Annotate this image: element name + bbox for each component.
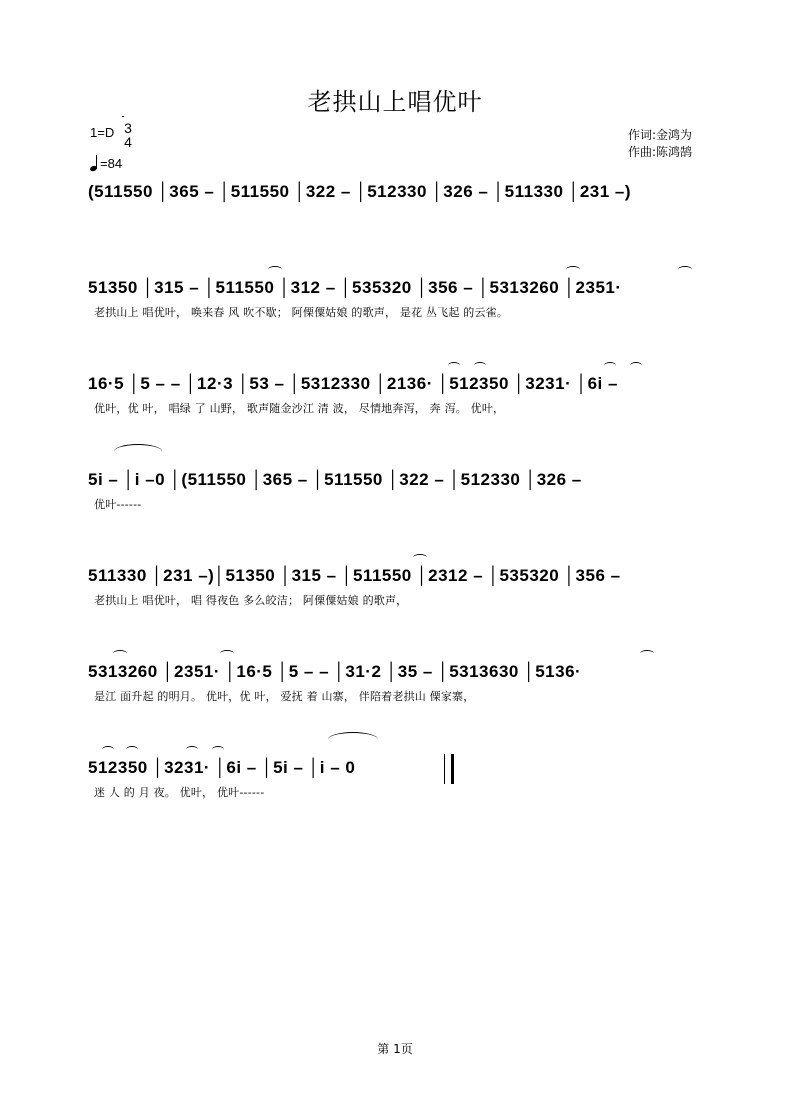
lyric-line: 老拱山上 唱优叶， 唱 得夜色 多么皎洁； 阿傈僳姑娘 的歌声，	[94, 594, 408, 607]
slur-mark	[474, 362, 486, 369]
lyric-line: 优叶，优 叶， 唱绿 了 山野， 歌声随金沙江 清 波， 尽情地奔泻， 奔 泻。 优叶，	[94, 402, 505, 415]
key-label: 1=D	[90, 125, 115, 140]
score-row-6	[88, 662, 728, 722]
slur-mark	[113, 650, 127, 657]
notation-line: 511330 │231 –)│51350 │315 – │511550 │2312 – │535320 │356 –	[88, 566, 621, 585]
slur-mark	[212, 746, 224, 753]
time-numerator: 3	[124, 120, 132, 136]
song-title: 老拱山上唱优叶	[307, 88, 483, 116]
slur-mark	[102, 746, 114, 753]
notation-line: 51350 │315 – │511550 │312 – │535320 │356 – │5313260 │2351·	[88, 278, 622, 297]
score-row-7	[88, 758, 728, 818]
slur-mark	[413, 554, 427, 561]
page-number: 第 1页	[377, 1042, 413, 1056]
composer: 作曲:陈鸿鹄	[628, 145, 693, 159]
slur-mark	[678, 266, 692, 273]
lyricist: 作词:金鸿为	[628, 128, 693, 142]
key-signature	[90, 120, 132, 150]
slur-mark	[448, 362, 460, 369]
lyric-line: 老拱山上 唱优叶， 唤来春 风 吹不歇； 阿傈僳姑娘 的歌声， 是花 丛飞起 的云雀。	[94, 306, 509, 319]
notation-line: 5i – │i –0 │(511550 │365 – │511550 │322 – │512330 │326 –	[88, 470, 582, 489]
quarter-note-icon	[90, 157, 100, 171]
score-row-4	[88, 470, 728, 530]
slur-mark	[126, 746, 138, 753]
time-signature	[122, 121, 134, 149]
slur-mark	[268, 266, 282, 273]
slur-mark	[186, 746, 198, 753]
slur-mark	[566, 266, 580, 273]
lyric-line: 是江 面升起 的明月。 优叶，优 叶， 爱抚 着 山寨， 伴陪着老拱山 傈家寨，	[94, 690, 475, 703]
tempo-value: =84	[100, 156, 123, 171]
score-row-3	[88, 374, 728, 434]
credits	[628, 127, 692, 161]
slur-mark	[328, 732, 378, 747]
slur-mark	[220, 650, 234, 657]
notation-line: 512350 │3231· │6i – │5i – │i – 0	[88, 758, 356, 777]
lyric-line: 迷 人 的 月 夜。 优叶， 优叶------	[94, 786, 265, 799]
slur-mark	[640, 650, 654, 657]
final-barline	[444, 754, 454, 784]
notation-line: 5313260 │2351· │16·5 │5 – – │31·2 │35 – │5313630 │5136·	[88, 662, 582, 681]
notation-line: 16·5 │5 – – │12·3 │53 – │5312330 │2136· │512350 │3231· │6i –	[88, 374, 618, 393]
score-row-1	[88, 182, 728, 242]
tempo-marking	[90, 156, 122, 171]
notation-line: (511550 │365 – │511550 │322 – │512330 │326 – │511330 │231 –)	[88, 182, 632, 201]
lyric-line: 优叶------	[94, 498, 142, 511]
slur-mark	[630, 362, 642, 369]
time-denominator: 4	[124, 134, 132, 150]
slur-mark	[604, 362, 616, 369]
slur-mark	[114, 444, 162, 459]
score-row-5	[88, 566, 728, 626]
score-row-2	[88, 278, 728, 338]
